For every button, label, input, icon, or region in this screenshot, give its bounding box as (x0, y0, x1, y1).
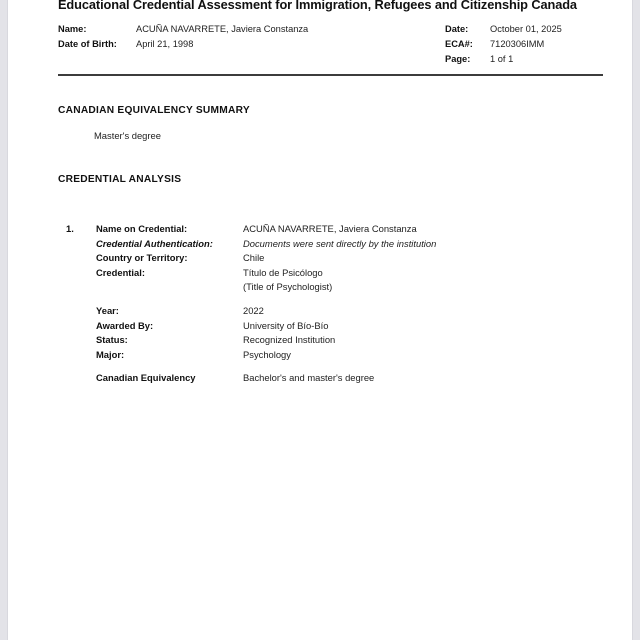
credential-label-name-on-credential: Name on Credential: (96, 223, 188, 234)
meta-label-name: Name: (58, 24, 87, 34)
credential-value-major: Psychology (243, 348, 291, 360)
credential-value-name-on-credential: ACUÑA NAVARRETE, Javiera Constanza (243, 223, 417, 234)
meta-label-eca-number: ECA#: (445, 39, 473, 49)
header-meta-left (58, 24, 358, 54)
credential-row-canadian-equivalency (58, 372, 603, 387)
document-page (8, 0, 632, 640)
credential-index: 1. (66, 223, 74, 234)
meta-label-date: Date: (445, 24, 469, 34)
meta-value-page: 1 of 1 (490, 54, 514, 64)
credential-row-awarded-by (58, 320, 603, 335)
credential-row-credential (58, 267, 603, 282)
credential-value-canadian-equivalency: Bachelor's and master's degree (243, 372, 375, 384)
meta-row-page (445, 54, 625, 69)
credential-label-awarded-by: Awarded By: (96, 319, 154, 331)
meta-label-page: Page: (445, 54, 471, 64)
page-title: Educational Credential Assessment for Immigration, Refugees and Citizenship Canada (58, 0, 577, 12)
header-meta-right (445, 24, 625, 69)
credential-label-canadian-equivalency: Canadian Equivalency (96, 372, 196, 384)
credential-row-name-on-credential (58, 223, 603, 238)
credential-value-country: Chile (243, 252, 265, 264)
credential-value-year: 2022 (243, 304, 264, 316)
credential-label-year: Year: (96, 304, 119, 316)
credential-label-country: Country or Territory: (96, 252, 188, 264)
credential-value-status: Recognized Institution (243, 334, 336, 346)
meta-row-name (58, 24, 358, 39)
credential-row-year (58, 305, 603, 320)
meta-row-date-of-birth (58, 39, 358, 54)
meta-value-date: October 01, 2025 (490, 24, 562, 34)
credential-label-major: Major: (96, 348, 125, 360)
credential-row-credential-translation (58, 281, 603, 296)
credential-analysis-heading: CREDENTIAL ANALYSIS (58, 174, 182, 185)
meta-value-date-of-birth: April 21, 1998 (136, 39, 194, 49)
summary-heading: CANADIAN EQUIVALENCY SUMMARY (58, 105, 250, 116)
summary-equivalency-value: Master's degree (94, 130, 161, 141)
credential-value-authentication: Documents were sent directly by the institution (243, 237, 437, 249)
meta-row-date (445, 24, 625, 39)
credential-label-status: Status: (96, 334, 128, 346)
credential-row-major (58, 349, 603, 364)
credential-label-credential: Credential: (96, 266, 145, 278)
meta-value-eca-number: 7120306IMM (490, 39, 545, 49)
meta-row-eca-number (445, 39, 625, 54)
credential-rows (58, 223, 603, 387)
meta-label-date-of-birth: Date of Birth: (58, 39, 117, 49)
credential-value-credential-translation: (Title of Psychologist) (243, 281, 333, 293)
header-divider (58, 74, 603, 76)
credential-value-awarded-by: University of Bío-Bío (243, 319, 329, 331)
credential-value-credential: Título de Psicólogo (243, 266, 323, 278)
credential-row-country (58, 252, 603, 267)
credential-row-status (58, 334, 603, 349)
meta-value-name: ACUÑA NAVARRETE, Javiera Constanza (136, 24, 309, 34)
credential-row-authentication (58, 238, 603, 253)
credential-label-authentication: Credential Authentication: (96, 237, 213, 249)
